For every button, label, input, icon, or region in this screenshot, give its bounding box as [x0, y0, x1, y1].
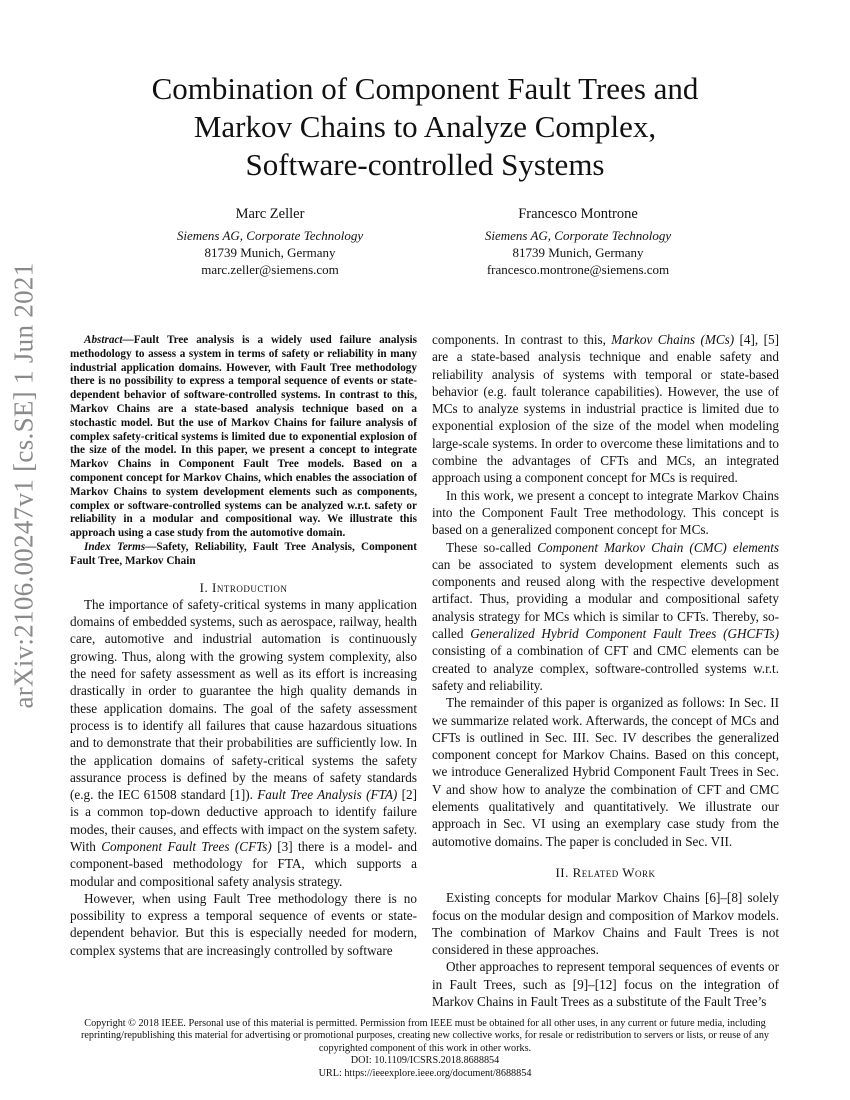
paragraph	[70, 596, 417, 890]
paragraph	[432, 331, 779, 487]
title-line-2: Markov Chains to Analyze Complex,	[193, 109, 657, 144]
paragraph-text: [2] is a common top-down deductive approach to identify failure modes, their causes, and effects with impact on the system safety. With	[70, 787, 417, 854]
author-email: francesco.montrone@siemens.com	[486, 262, 670, 277]
paragraph-text: consisting of a combination of CFT and CMC elements can be created to analyze complex, software-controlled systems w.r.t. safety and reliability.	[432, 643, 779, 693]
abstract	[70, 334, 417, 541]
author-affiliation: Siemens AG, Corporate Technology	[484, 228, 672, 243]
title-line-3: Software-controlled Systems	[245, 147, 605, 182]
author-2	[418, 206, 738, 278]
term-ghcft: Generalized Hybrid Component Fault Trees (GHCFTs)	[470, 626, 779, 642]
author-name: Marc Zeller	[235, 206, 305, 222]
right-column	[432, 331, 779, 1010]
paragraph-text: can be associated to system development elements such as components and reused along with the respective development artifact. Thus, providing a modular and compositional safety analysis strategy for MCs which is similar to CFTs. Thereby, so-called	[432, 556, 779, 642]
paragraph-text: [4], [5] are a state-based analysis technique and enable safety and reliability analysis of systems with temporal or state-based behavior (e.g. fault tolerance capabilities). However, the use of MCs to analyze systems in industrial practice is limited due to exponential explosion of the size of the model when modeling large-scale systems. In order to overcome these limitations and to combine the advantages of CFTs and MCs, an integrated approach using a component concept for MCs is required.	[432, 332, 779, 486]
left-column	[70, 334, 417, 959]
paragraph-text: components. In contrast to this,	[432, 332, 612, 347]
arxiv-identifier	[4, 261, 44, 709]
paper-title	[80, 70, 770, 184]
index-terms	[70, 541, 417, 569]
copyright-footer	[70, 1018, 780, 1080]
paragraph: Other approaches to represent temporal sequences of events or in Fault Trees, such as [9]–[12] focus on the integration of Markov Chains in Fault Trees as a substitute of the Fault Tree’s	[432, 959, 779, 1009]
paragraph: However, when using Fault Tree methodology there is no possibility to express a temporal sequence of events or state-dependent behavior. But this is especially needed for modern, complex systems that are increasingly controlled by software	[70, 890, 417, 958]
index-terms-text: —Safety, Reliability, Fault Tree Analysis, Component Fault Tree, Markov Chain	[70, 540, 417, 567]
doi: DOI: 10.1109/ICSRS.2018.8688854	[350, 1055, 500, 1067]
url: URL: https://ieeexplore.ieee.org/document/8688854	[318, 1067, 532, 1079]
author-email: marc.zeller@siemens.com	[201, 262, 339, 277]
paragraph-text: The importance of safety-critical systems in many application domains of embedded systems, such as aerospace, railway, health care, automotive and industrial automation is continuously growing. Thus, along with the growing system complexity, also the need for safety assessment as well as its effort is increasing drastically in order to guarantee the high quality demands in these application domains. The goal of the safety assessment process is to identify all failures that cause hazardous situations and to demonstrate that their probabilities are sufficiently low. In the application domains of safety-critical systems the safety assurance process is defined by the means of safety standards (e.g. the IEC 61508 standard [1]).	[70, 596, 417, 803]
arxiv-id-text: arXiv:2106.00247v1 [cs.SE] 1 Jun 2021	[8, 261, 39, 709]
paragraph: In this work, we present a concept to integrate Markov Chains into the Component Fault Tree methodology. This concept is based on a generalized component concept for MCs.	[432, 487, 779, 538]
paragraph	[432, 539, 779, 695]
author-affiliation: Siemens AG, Corporate Technology	[176, 228, 364, 243]
term-mc: Markov Chains (MCs)	[611, 332, 735, 347]
section-heading-related-work: II. Related Work	[555, 864, 656, 880]
section-heading-introduction: I. Introduction	[199, 579, 288, 595]
term-cmc: Component Markov Chain (CMC) elements	[537, 539, 779, 555]
copyright-notice: Copyright © 2018 IEEE. Personal use of this material is permitted. Permission from IEEE must be obtained for all other uses, in any current or future media, including reprinting/republishing this material for advertising or promotional purposes, creating new collective works, for resale or redistribution to servers or lists, or reuse of any copyrighted component of this work in other works.	[80, 1018, 770, 1054]
abstract-text: —Fault Tree analysis is a widely used failure analysis methodology to assess a system in terms of safety or reliability in many industrial application domains. However, with Fault Tree methodology there is no possibility to express a temporal sequence of events or state-dependent behavior of software-controlled systems. In contrast to this, Markov Chains are a state-based analysis technique based on a stochastic model. But the use of Markov Chains for failure analysis of complex safety-critical systems is limited due to exponential explosion of the size of the model. In this paper, we present a concept to integrate Markov Chains in Component Fault Tree models. Based on a component concept for Markov Chains, which enables the association of Markov Chains to system development elements such as components, complex or software-controlled systems can be analyzed w.r.t. safety or reliability in a modular and compositional way. We illustrate this approach using a case study from the automotive domain.	[70, 334, 417, 540]
author-city: 81739 Munich, Germany	[204, 245, 336, 260]
term-cft: Component Fault Trees (CFTs)	[101, 839, 272, 854]
index-terms-label: Index Terms	[84, 540, 146, 553]
paragraph-text: These so-called	[446, 539, 538, 555]
abstract-label: Abstract	[84, 334, 123, 346]
author-city: 81739 Munich, Germany	[512, 245, 644, 260]
paragraph-text: [3] there is a model- and component-based methodology for FTA, which supports a modular and compositional safety analysis strategy.	[70, 839, 417, 889]
title-line-1: Combination of Component Fault Trees and	[151, 71, 699, 106]
author-name: Francesco Montrone	[518, 206, 638, 222]
paragraph: The remainder of this paper is organized as follows: In Sec. II we summarize related work. Afterwards, the concept of MCs and CFTs is outlined in Sec. III. Sec. IV describes the generalized component concept for Markov Chains. Based on this concept, we introduce Generalized Hybrid Component Fault Trees in Sec. V and show how to analyze the combination of CFT and CMC elements qualitatively and quantitatively. We illustrate our approach in Sec. VI using an exemplary case study from the automotive domains. The paper is concluded in Sec. VII.	[432, 695, 779, 849]
author-block	[0, 206, 850, 286]
author-1	[110, 206, 430, 278]
paragraph: Existing concepts for modular Markov Chains [6]–[8] solely focus on the modular design and composition of Markov models. The combination of Markov Chains and Fault Trees is not considered in these approaches.	[432, 890, 779, 958]
term-fta: Fault Tree Analysis (FTA)	[257, 787, 398, 803]
